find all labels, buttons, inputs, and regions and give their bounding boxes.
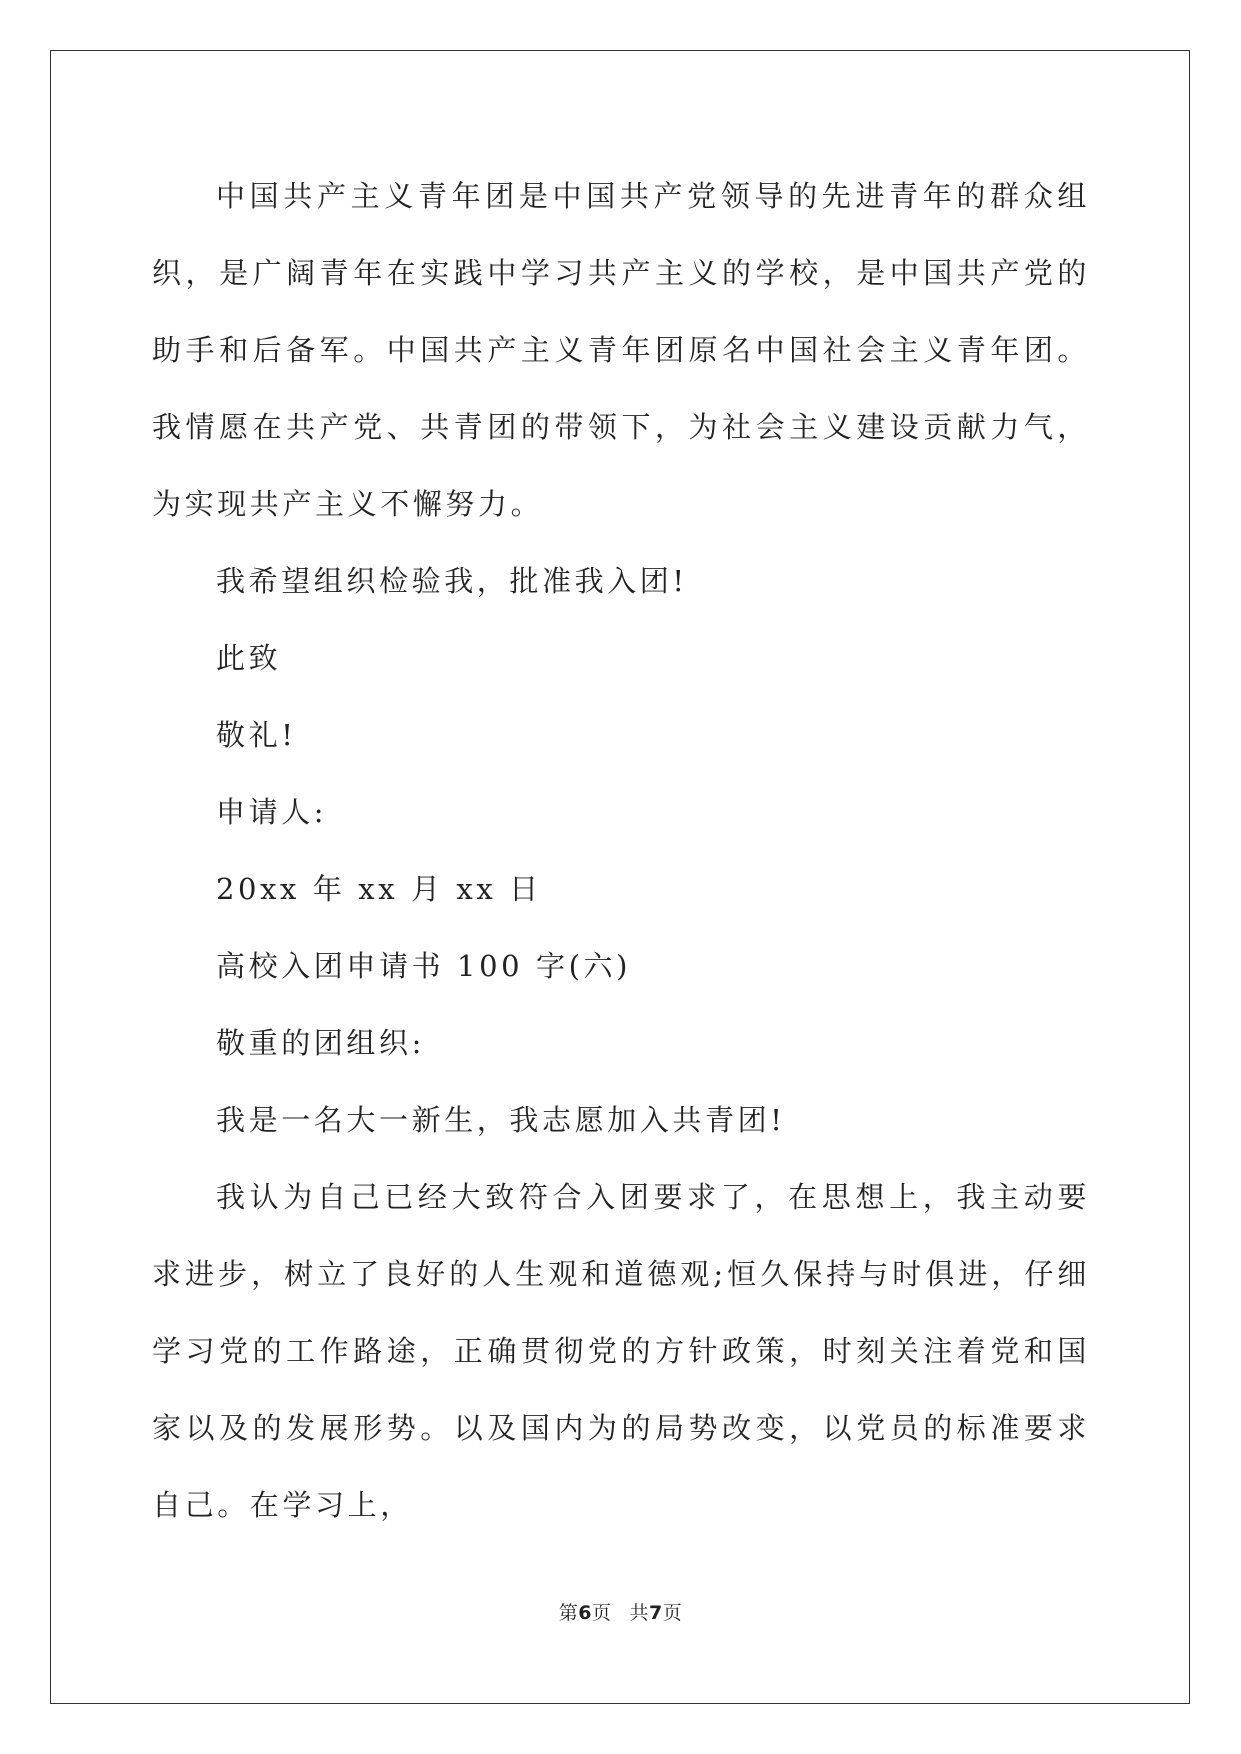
footer-total-pages: 7: [649, 1602, 663, 1624]
section-title: 高校入团申请书 100 字(六): [216, 949, 632, 983]
greeting: 敬重的团组织:: [216, 1026, 425, 1060]
paragraph-self-assessment: 我认为自己已经大致符合入团要求了，在思想上，我主动要求进步，树立了良好的人生观和道德观;恒久保持与时俱进，仔细学习党的工作路途，正确贯彻党的方针政策，时刻关注着党和国家以及的发展形势。以及国内为的局势改变，以党员的标准要求自己。在学习上，: [152, 1180, 1090, 1522]
paragraph-intent: 我是一名大一新生，我志愿加入共青团!: [216, 1103, 786, 1137]
document-body: [152, 158, 1090, 1544]
applicant-label: 申请人:: [216, 795, 328, 829]
footer-total-suffix: 页: [662, 1602, 683, 1624]
footer-total-prefix: 共: [629, 1602, 650, 1624]
footer-page-suffix: 页: [591, 1602, 612, 1624]
footer-page-prefix: 第: [558, 1602, 579, 1624]
closing-regards: 敬礼!: [216, 718, 297, 752]
paragraph-request-approval: 我希望组织检验我，批准我入团!: [216, 564, 688, 598]
footer-current-page: 6: [578, 1602, 592, 1624]
closing-salutation: 此致: [216, 641, 282, 675]
date-line: 20xx 年 xx 月 xx 日: [216, 872, 542, 906]
paragraph-cyl-intro: 中国共产主义青年团是中国共产党领导的先进青年的群众组织，是广阔青年在实践中学习共产主义的学校，是中国共产党的助手和后备军。中国共产主义青年团原名中国社会主义青年团。我情愿在共产党、共青团的带领下，为社会主义建设贡献力气，为实现共产主义不懈努力。: [152, 179, 1090, 521]
page-footer: [0, 1598, 1241, 1625]
